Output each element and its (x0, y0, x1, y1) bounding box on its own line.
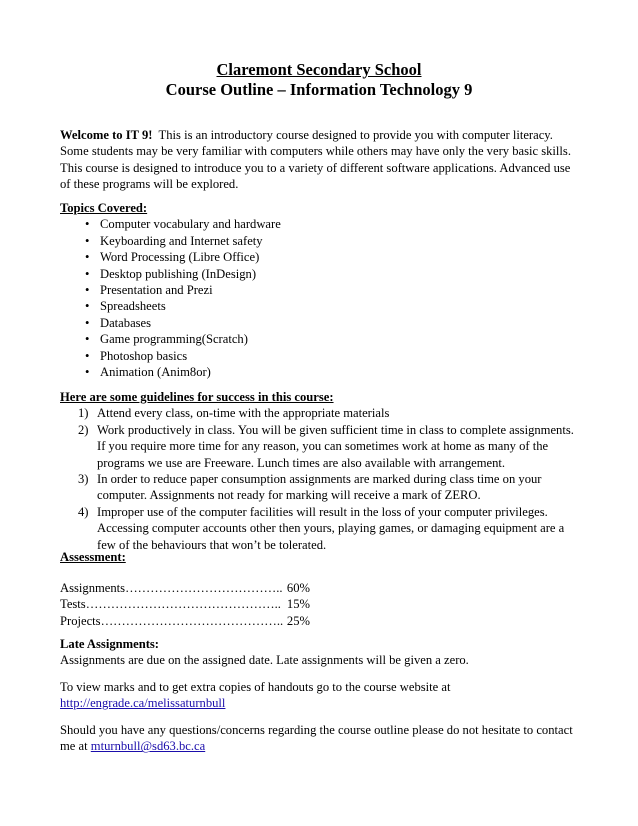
list-item: • Presentation and Prezi (60, 282, 580, 298)
topics-heading: Topics Covered: (60, 201, 148, 215)
item-line: Improper use of the computer facilities will result in the loss of your computer privileges. (97, 504, 548, 519)
item-line: computer. Assignments not ready for marking will receive a mark of ZERO. (97, 488, 481, 503)
course-title: Course Outline – Information Technology 9 (165, 80, 473, 99)
intro-paragraph (60, 127, 580, 193)
item-line: few of the behaviours that won’t be tolerated. (97, 537, 327, 552)
contact-prefix: me at (60, 739, 91, 754)
list-item: • Photoshop basics (60, 348, 580, 364)
row-leader: ……………………………….. (125, 581, 283, 595)
list-item (60, 422, 590, 471)
assessment-heading-block (60, 549, 580, 565)
item-line: Attend every class, on-time with the appropriate materials (97, 406, 390, 421)
email-link[interactable]: mturnbull@sd63.bc.ca (90, 739, 206, 754)
table-row (60, 613, 310, 629)
item-line: Accessing computer accounts other then yours, playing games, or damaging equipment are a (97, 521, 565, 536)
guidelines-section (60, 389, 590, 553)
assessment-table (60, 580, 580, 629)
intro-lead: Welcome to IT 9! (60, 128, 153, 142)
row-label: Projects (60, 613, 101, 628)
item-number: 2) (78, 422, 89, 437)
school-title: Claremont Secondary School (216, 60, 422, 79)
list-item (60, 504, 590, 553)
guidelines-list (60, 405, 590, 553)
list-item: • Animation (Anim8or) (60, 364, 580, 380)
row-label: Assignments (60, 581, 126, 595)
list-item: • Computer vocabulary and hardware (60, 216, 580, 232)
item-line: Work productively in class. You will be given sufficient time in class to complete assignments. (97, 422, 574, 437)
late-section (60, 636, 580, 669)
marks-section (60, 679, 580, 712)
row-leader: ……………………………………….. (85, 597, 281, 612)
list-item: • Databases (60, 315, 580, 331)
row-value: 25% (286, 613, 310, 628)
intro-line: Some students may be very familiar with computers while others may have only the very basic skills. (60, 144, 571, 159)
list-item: • Word Processing (Libre Office) (60, 249, 580, 265)
list-item: • Desktop publishing (InDesign) (60, 266, 580, 282)
assessment-heading: Assessment: (60, 550, 126, 564)
row-value: 60% (286, 581, 310, 595)
item-number: 4) (78, 504, 89, 519)
title-block (0, 60, 638, 100)
list-item: • Keyboarding and Internet safety (60, 233, 580, 249)
contact-text: Should you have any questions/concerns regarding the course outline please do not hesitate to contact (60, 723, 573, 737)
late-text: Assignments are due on the assigned date. Late assignments will be given a zero. (60, 653, 469, 668)
guidelines-heading: Here are some guidelines for success in this course: (60, 390, 334, 404)
topics-section (60, 200, 580, 380)
item-line: programs we use are Freeware. Lunch times are also available with arrangement. (97, 455, 506, 470)
item-line: If you require more time for any reason, you can sometimes work at home as many of the (97, 439, 549, 454)
item-number: 1) (78, 406, 89, 421)
intro-line: This is an introductory course designed to provide you with computer literacy. (152, 128, 553, 142)
row-value: 15% (286, 597, 310, 612)
late-heading: Late Assignments: (60, 637, 160, 651)
list-item: • Game programming(Scratch) (60, 331, 580, 347)
contact-section (60, 722, 590, 755)
item-line: In order to reduce paper consumption assignments are marked during class time on your (97, 472, 542, 487)
item-number: 3) (78, 472, 89, 487)
list-item (60, 471, 590, 504)
row-leader: …………………………………….. (100, 613, 284, 628)
intro-line: This course is designed to introduce you to a variety of different software applications. Advanced use (60, 160, 571, 175)
marks-text: To view marks and to get extra copies of handouts go to the course website at (60, 680, 451, 694)
table-row (60, 580, 310, 596)
topics-list (60, 216, 580, 380)
row-label: Tests (60, 597, 86, 612)
list-item: • Spreadsheets (60, 298, 580, 314)
course-website-link[interactable]: http://engrade.ca/melissaturnbull (60, 696, 226, 711)
list-item (60, 405, 590, 421)
table-row (60, 596, 310, 612)
intro-line: of these programs will be explored. (60, 177, 239, 192)
